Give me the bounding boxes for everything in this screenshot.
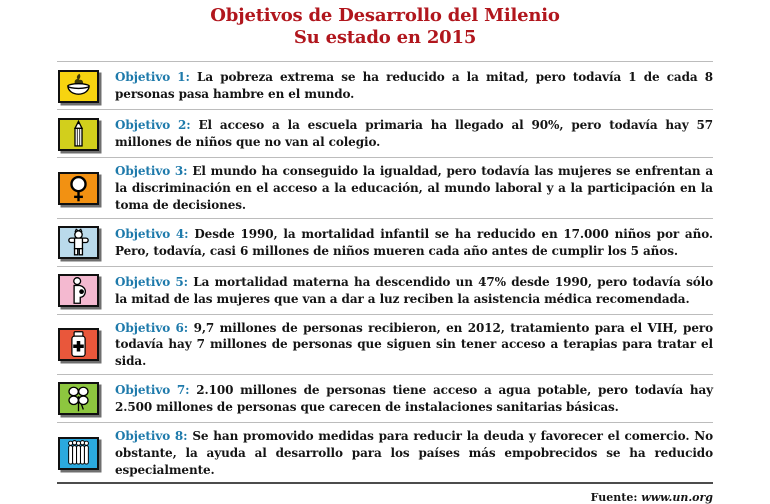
objective-2-description: El acceso a la escuela primaria ha llegado al 90%, pero todavía hay 57 millones de niños que no van al colegio. — [115, 118, 714, 150]
objective-3-description: El mundo ha conseguido la igualdad, pero todavía las mujeres se enfrentan a la discriminación en el acceso a la educación, al mundo laboral y a la participación en la toma de decisiones. — [115, 164, 714, 212]
objectives-list — [57, 61, 713, 482]
medicine-bottle-icon — [58, 328, 99, 361]
objective-row-3 — [57, 157, 713, 217]
objective-1-text — [115, 69, 713, 103]
objective-7-text — [115, 382, 713, 416]
objective-8-text — [115, 428, 713, 478]
female-symbol-icon — [58, 172, 99, 205]
objective-3-text — [115, 163, 713, 213]
objective-1-description: La pobreza extrema se ha reducido a la mitad, pero todavía 1 de cada 8 personas pasa hambre en el mundo. — [115, 70, 714, 102]
people-group-icon — [58, 437, 99, 470]
source-value: www.un.org — [641, 491, 713, 504]
objective-1-label: Objetivo 1: — [115, 70, 190, 85]
objective-7-label: Objetivo 7: — [115, 383, 190, 398]
objective-row-4 — [57, 218, 713, 266]
objective-5-description: La mortalidad materna ha descendido un 47% desde 1990, pero todavía sólo la mitad de las mujeres que van a dar a luz reciben la asistencia médica recomendada. — [115, 274, 714, 306]
objective-row-7 — [57, 374, 713, 422]
objective-7-description: 2.100 millones de personas tiene acceso a agua potable, pero todavía hay 2.500 millones de personas que carecen de instalaciones sanitarias básicas. — [115, 383, 713, 414]
objective-8-description: Se han promovido medidas para reducir la deuda y favorecer el comercio. No obstante, la ayuda al desarrollo para los países más empobrecidos se ha reducido especialmente. — [115, 428, 713, 477]
objective-5-text — [115, 274, 713, 308]
pencil-icon — [58, 118, 99, 151]
child-icon — [58, 226, 99, 259]
title-line-1: Objetivos de Desarrollo del Milenio — [210, 5, 560, 26]
objective-row-2 — [57, 109, 713, 157]
objective-6-label: Objetivo 6: — [115, 320, 189, 335]
objective-6-text — [115, 320, 713, 370]
objective-row-6 — [57, 314, 713, 374]
objective-row-1 — [57, 61, 713, 109]
objective-6-description: 9,7 millones de personas recibieron, en 2012, tratamiento para el VIH, pero todavía hay 7 millones de personas que siguen sin tener acceso a terapias para tratar el sida. — [115, 320, 713, 369]
source-note — [57, 484, 713, 504]
objective-row-8 — [57, 422, 713, 482]
title-line-2: Su estado en 2015 — [293, 26, 477, 48]
page-title — [57, 5, 713, 48]
source-label: Fuente: — [590, 491, 638, 504]
pregnant-woman-icon — [58, 274, 99, 307]
clover-icon — [58, 382, 99, 415]
objective-4-label: Objetivo 4: — [115, 226, 189, 241]
objective-2-label: Objetivo 2: — [115, 118, 191, 133]
objective-row-5 — [57, 266, 713, 314]
objective-8-label: Objetivo 8: — [115, 428, 188, 443]
food-bowl-icon — [58, 70, 99, 103]
objective-3-label: Objetivo 3: — [115, 164, 188, 179]
objective-4-description: Desde 1990, la mortalidad infantil se ha reducido en 17.000 niños por año. Pero, todavía, casi 6 millones de niños mueren cada año antes de cumplir los 5 años. — [115, 226, 713, 258]
objective-2-text — [115, 117, 713, 151]
objective-5-label: Objetivo 5: — [115, 274, 188, 289]
objective-4-text — [115, 226, 713, 260]
